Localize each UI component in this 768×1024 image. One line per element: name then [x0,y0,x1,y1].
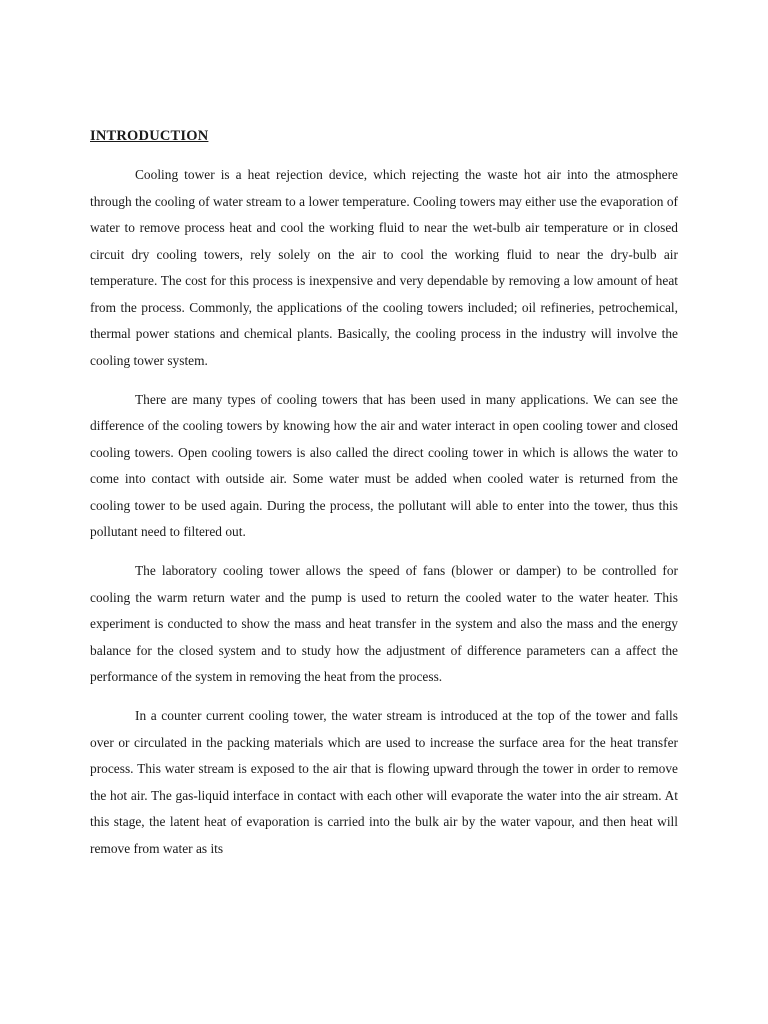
section-heading: INTRODUCTION [90,128,209,144]
paragraph-4: In a counter current cooling tower, the water stream is introduced at the top of the tower and falls over or circulated in the packing materials which are used to increase the surface area for the heat transfer process. This water stream is exposed to the air that is flowing upward through the tower in order to remove the hot air. The gas-liquid interface in contact with each other will evaporate the water into the air stream. At this stage, the latent heat of evaporation is carried into the bulk air by the water vapour, and then heat will remove from water as its [90,708,678,856]
paragraph-1: Cooling tower is a heat rejection device, which rejecting the waste hot air into the atmosphere through the cooling of water stream to a lower temperature. Cooling towers may either use the evaporation of water to remove process heat and cool the working fluid to near the wet-bulb air temperature or in closed circuit dry cooling towers, rely solely on the air to cool the working fluid to near the dry-bulb air temperature. The cost for this process is inexpensive and very dependable by removing a low amount of heat from the process. Commonly, the applications of the cooling towers included; oil refineries, petrochemical, thermal power stations and chemical plants. Basically, the cooling process in the industry will involve the cooling tower system. [90,167,678,368]
document-body [90,126,678,875]
paragraph-2: There are many types of cooling towers that has been used in many applications. We can see the difference of the cooling towers by knowing how the air and water interact in open cooling tower and closed cooling towers. Open cooling towers is also called the direct cooling tower in which is allows the water to come into contact with outside air. Some water must be added when cooled water is returned from the cooling tower to be used again. During the process, the pollutant will able to enter into the tower, thus this pollutant need to filtered out. [90,391,678,539]
paragraph-3: The laboratory cooling tower allows the speed of fans (blower or damper) to be controlled for cooling the warm return water and the pump is used to return the cooled water to the water heater. This experiment is conducted to show the mass and heat transfer in the system and also the mass and the energy balance for the closed system and to study how the adjustment of difference parameters can a affect the performance of the system in removing the heat from the process. [90,563,678,684]
